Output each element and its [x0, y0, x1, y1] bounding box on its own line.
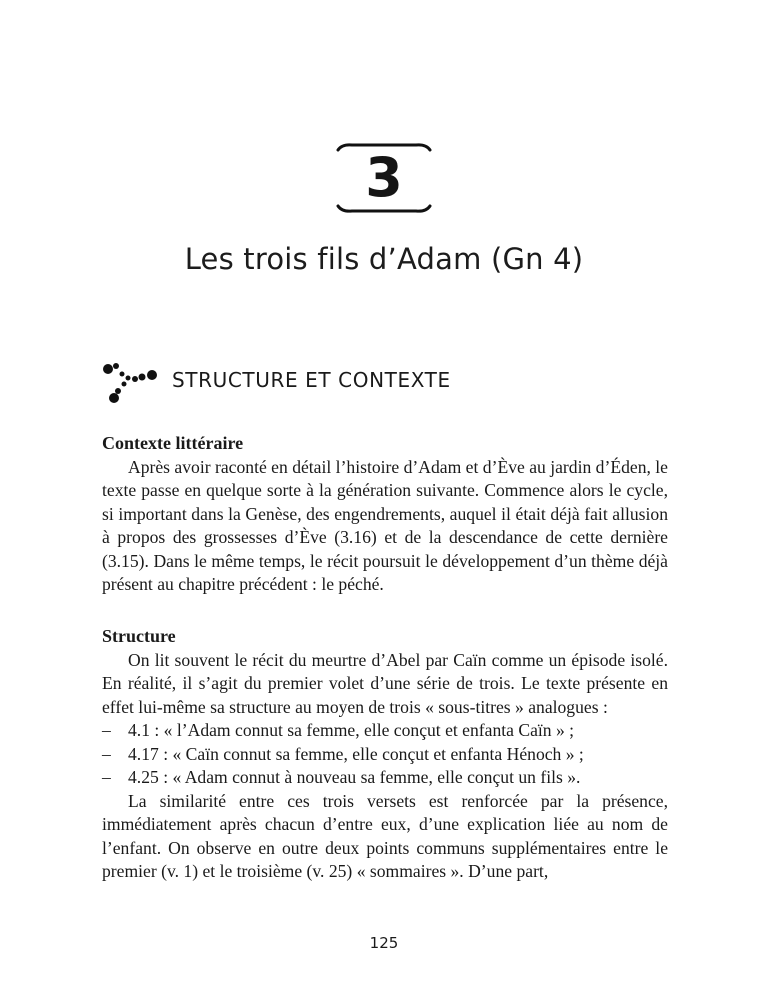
verse-list: [102, 719, 668, 790]
section-title: STRUCTURE ET CONTEXTE: [172, 368, 451, 392]
list-item: – 4.17 : « Caïn connut sa femme, elle conçut et enfanta Hénoch » ;: [102, 743, 668, 767]
paragraph: La similarité entre ces trois versets est renforcée par la présence, immédiatement après chacun d’entre eux, d’une explication liée au nom de l’enfant. On observe en outre deux points communs supplémentaires entre le premier (v. 1) et le troisième (v. 25) « sommaires ». D’une part,: [102, 790, 668, 881]
page-number: 125: [369, 934, 399, 952]
paragraph: Après avoir raconté en détail l’histoire d’Adam et d’Ève au jardin d’Éden, le texte passe en quelque sorte à la génération suivante. Commence alors le cycle, si important dans la Genèse, des engendrements, auquel il était déjà fait allusion à propos des grossesses d’Ève (3.16) et de la descendance de cette dernière (3.15). Dans le même temps, le récit poursuit le développement d’un thème déjà présent au chapitre précédent : le péché.: [102, 456, 668, 594]
subsection-structure: [102, 625, 668, 884]
subsection-heading: Contexte littéraire: [102, 433, 244, 453]
section-heading: [102, 360, 562, 406]
chapter-badge: [334, 140, 434, 216]
chapter-number: 3: [365, 146, 403, 209]
leaf-ornament-icon: [102, 360, 164, 406]
list-item: – 4.25 : « Adam connut à nouveau sa femme, elle conçut un fils ».: [102, 766, 668, 790]
list-item: – 4.1 : « l’Adam connut sa femme, elle conçut et enfanta Caïn » ;: [102, 719, 668, 743]
subsection-context: [102, 432, 668, 597]
chapter-title: Les trois fils d’Adam (Gn 4): [184, 242, 584, 276]
subsection-heading: Structure: [102, 626, 176, 646]
paragraph: On lit souvent le récit du meurtre d’Abel par Caïn comme un épisode isolé. En réalité, il s’agit du premier volet d’une série de trois. Le texte présente en effet lui-même sa structure au moyen de trois « sous-titres » analogues :: [102, 649, 668, 717]
